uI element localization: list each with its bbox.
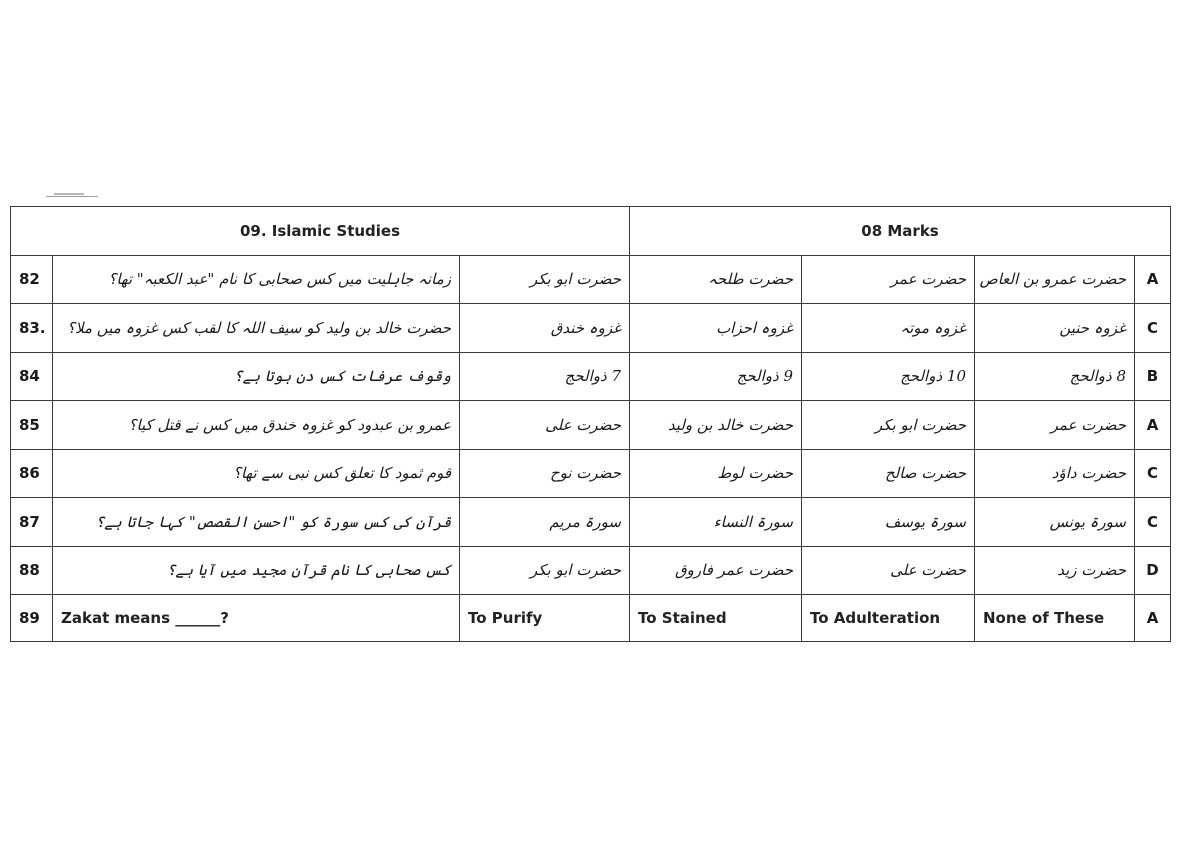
question-row: [11, 449, 1171, 498]
question-text: وقوف عرفات کس دن ہوتا ہے؟: [53, 352, 460, 401]
question-row: [11, 255, 1171, 304]
option-b: حضرت طلحہ: [630, 255, 802, 304]
question-number: 86: [11, 449, 53, 498]
answer-key: D: [1135, 546, 1171, 595]
quiz-table: [10, 206, 1171, 642]
option-b: حضرت خالد بن ولید: [630, 401, 802, 450]
question-number: 88: [11, 546, 53, 595]
question-text: عمرو بن عبدود کو غزوہ خندق میں کس نے قتل کیا؟: [53, 401, 460, 450]
answer-key: C: [1135, 498, 1171, 547]
question-number: 89: [11, 595, 53, 642]
question-text: قرآن کی کس سورۃ کو "احسن القصص" کہا جاتا ہے؟: [53, 498, 460, 547]
header-row: [11, 207, 1171, 256]
option-c: حضرت عمر: [802, 255, 975, 304]
question-number: 85: [11, 401, 53, 450]
option-a: سورۃ مریم: [460, 498, 630, 547]
option-a: حضرت ابو بکر: [460, 546, 630, 595]
subject-title: 09. Islamic Studies: [11, 207, 630, 256]
option-a: 7 ذوالحج: [460, 352, 630, 401]
option-b: حضرت عمر فاروق: [630, 546, 802, 595]
question-text: قوم ثمود کا تعلق کس نبی سے تھا؟: [53, 449, 460, 498]
answer-key: A: [1135, 595, 1171, 642]
option-c: 10 ذوالحج: [802, 352, 975, 401]
option-a: حضرت نوح: [460, 449, 630, 498]
option-d: 8 ذوالحج: [975, 352, 1135, 401]
option-a: حضرت علی: [460, 401, 630, 450]
option-c: غزوہ موتہ: [802, 304, 975, 353]
question-row: [11, 498, 1171, 547]
question-row: [11, 352, 1171, 401]
question-number: 83.: [11, 304, 53, 353]
option-d: سورۃ یونس: [975, 498, 1135, 547]
question-row: [11, 401, 1171, 450]
marks-title: 08 Marks: [630, 207, 1171, 256]
question-text: زمانہ جاہلیت میں کس صحابی کا نام "عبد الکعبہ" تھا؟: [53, 255, 460, 304]
option-b: حضرت لوط: [630, 449, 802, 498]
answer-key: C: [1135, 449, 1171, 498]
question-number: 82: [11, 255, 53, 304]
option-b: 9 ذوالحج: [630, 352, 802, 401]
answer-key: A: [1135, 255, 1171, 304]
question-row: [11, 546, 1171, 595]
question-row: [11, 595, 1171, 642]
option-b: غزوہ احزاب: [630, 304, 802, 353]
answer-key: B: [1135, 352, 1171, 401]
option-d: حضرت داؤد: [975, 449, 1135, 498]
option-b: To Stained: [630, 595, 802, 642]
answer-key: A: [1135, 401, 1171, 450]
option-c: حضرت ابو بکر: [802, 401, 975, 450]
option-a: حضرت ابو بکر: [460, 255, 630, 304]
option-d: حضرت عمرو بن العاص: [975, 255, 1135, 304]
option-d: None of These: [975, 595, 1135, 642]
answer-key: C: [1135, 304, 1171, 353]
question-number: 87: [11, 498, 53, 547]
question-text: حضرت خالد بن ولید کو سیف اللہ کا لقب کس غزوہ میں ملا؟: [53, 304, 460, 353]
question-row: [11, 304, 1171, 353]
question-text: Zakat means ______?: [53, 595, 460, 642]
option-c: سورۃ یوسف: [802, 498, 975, 547]
option-d: حضرت عمر: [975, 401, 1135, 450]
option-d: حضرت زید: [975, 546, 1135, 595]
question-number: 84: [11, 352, 53, 401]
option-d: غزوہ حنین: [975, 304, 1135, 353]
option-b: سورۃ النساء: [630, 498, 802, 547]
option-c: حضرت صالح: [802, 449, 975, 498]
option-c: حضرت علی: [802, 546, 975, 595]
question-text: کس صحابی کا نام قرآن مجید میں آیا ہے؟: [53, 546, 460, 595]
option-c: To Adulteration: [802, 595, 975, 642]
option-a: غزوہ خندق: [460, 304, 630, 353]
option-a: To Purify: [460, 595, 630, 642]
